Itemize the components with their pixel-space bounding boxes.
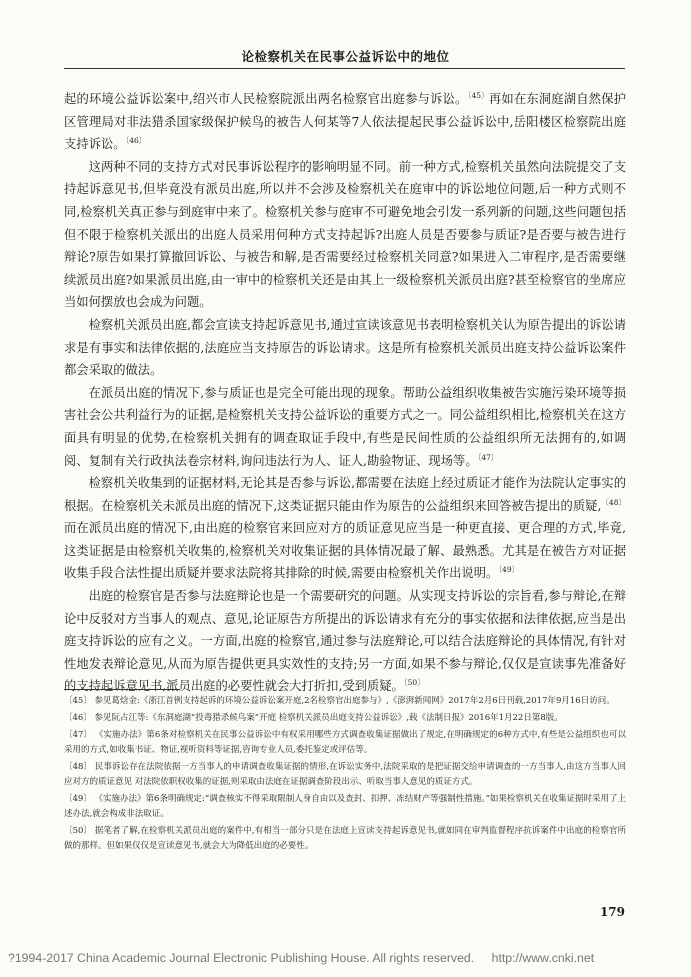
copyright-notice: ?1994-2017 China Academic Journal Electronic Publishing House. All rights reserved. — [8, 951, 475, 965]
body-paragraph — [64, 472, 626, 585]
footnote-item: 〔46〕 参见阮占江等:《东洞庭湖“投毒猎杀候鸟案”开庭 检察机关派员出庭支持公益诉讼》,载《法制日报》2016年1月22日第8版。 — [64, 713, 563, 723]
paragraph-text: 检察机关收集到的证据材料,无论其是否参与诉讼,都需要在法庭上经过质证才能作为法院认定事实的根据。在检察机关未派员出庭的情况下,这类证据只能由作为原告的公益组织来回答被告提出的质疑, — [64, 476, 626, 513]
footnote-reference[interactable]: 〔45〕 — [467, 91, 489, 100]
paragraph-text: 在派员出庭的情况下,参与质证也是完全可能出现的现象。帮助公益组织收集被告实施污染环境等损害社会公共利益行为的证据,是检察机关支持公益诉讼的重要方式之一。同公益组织相比,检察机关在这方面具有明显的优势,在检察机关拥有的调查取证手段中,有些是民间性质的公益组织所无法拥有的,如调阅、复制有关行政执法卷宗材料,询问违法行为人、证人,勘验物证、现场等。 — [64, 385, 626, 468]
paragraph-text: 起的环境公益诉讼案中,绍兴市人民检察院派出两名检察官出庭参与诉讼。 — [64, 92, 468, 106]
paragraph-text: 再如在东洞庭湖自然保护区管理局对非法猎杀国家级保护候鸟的被告人何某等7人依法提起民事公益诉讼中,岳阳楼区检察院出庭支持诉讼。 — [64, 92, 626, 152]
paragraph-text: 而在派员出庭的情况下,由出庭的检察官来回应对方的质证意见应当是一种更直接、更合理的方式,毕竟,这类证据是由检察机关收集的,检察机关对收集证据的具体情况最了解、最熟悉。尤其是在被告方对证据收集手段合法性提出质疑并要求法院将其排除的时候,需要由检察机关作出说明。 — [64, 521, 626, 581]
footnote-item: 〔50〕 据笔者了解,在检察机关派员出庭的案件中,有相当一部分只是在法庭上宣读支持起诉意见书,就如同在审判监督程序抗诉案件中出庭的检察官所做的那样。但如果仅仅是宣读意见书,就会大为降低出庭的必要性。 — [64, 826, 626, 851]
footnote-item: 〔49〕 《实施办法》第6条明确规定:“调查核实不得采取限制人身自由以及查封、扣押、冻结财产等强制性措施。”如果检察机关在收集证据时采用了上述办法,就会构成非法取证。 — [64, 794, 626, 819]
footnote-divider — [64, 689, 180, 690]
copyright-footer — [8, 951, 688, 965]
paragraph-text: 这两种不同的支持方式对民事诉讼程序的影响明显不同。前一种方式,检察机关虽然向法院提交了支持起诉意见书,但毕竟没有派员出庭,所以并不会涉及检察机关在庭审中的诉讼地位问题,后一种方式则不同,检察机关真正参与到庭审中来了。检察机关参与庭审不可避免地会引发一系列新的问题,这些问题包括但不限于检察机关派出的出庭人员采用何种方式支持起诉?出庭人员是否要参与质证?是否要与被告进行辩论?原告如果打算撤回诉讼、与被告和解,是否需要经过检察机关同意?如果进入二审程序,是否需要继续派员出庭?如果派员出庭,由一审中的检察机关还是由其上一级检察机关派员出庭?甚至检察官的坐席应当如何摆放也会成为问题。 — [64, 159, 626, 310]
paragraph-text: 出庭的检察官是否参与法庭辩论也是一个需要研究的问题。从实现支持诉讼的宗旨看,参与辩论,在辩论中反驳对方当事人的观点、意见,论证原告方所提出的诉讼请求有充分的事实依据和法律依据,应当是出庭支持诉讼的应有之义。一方面,出庭的检察官,通过参与法庭辩论,可以结合法庭辩论的具体情况,有针对性地发表辩论意见,从而为原告提供更具实效性的支持;另一方面,如果不参与辩论,仅仅是宣读事先准备好的支持起诉意见书,派员出庭的必要性就会大打折扣,受到质疑。 — [64, 589, 626, 694]
footnote-item: 〔45〕 参见葛焓金:《浙江首例支持起诉的环境公益诉讼案开庭,2名检察官出庭参与》,《澎湃新闻网》2017年2月6日刊载,2017年9月16日访问。 — [64, 696, 615, 706]
running-header-title: 论检察机关在民事公益诉讼中的地位 — [241, 49, 450, 64]
footnote-reference[interactable]: 〔50〕 — [403, 678, 425, 688]
paragraph-text: 检察机关派员出庭,都会宣读支持起诉意见书,通过宣读该意见书表明检察机关认为原告提出的诉讼请求是有事实和法律依据的,法庭应当支持原告的诉讼请求。这是所有检察机关派员出庭支持公益诉讼案件都会采取的做法。 — [64, 317, 626, 378]
footnote-reference[interactable]: 〔46〕 — [125, 136, 147, 146]
body-paragraph — [64, 585, 626, 698]
footnote-item: 〔48〕 民事诉讼存在法院依据一方当事人的申请调查收集证据的情形,在诉讼实务中,法院采取的是把证据交给申请调查的一方当事人,由这方当事人回应对方的质证意见 对法院依职权收集的证据,则采取由法庭在证据调查阶段出示、听取当事人意见的质证方式。 — [64, 762, 626, 787]
cnki-link[interactable]: http://www.cnki.net — [491, 951, 595, 965]
body-paragraph — [64, 156, 626, 314]
footnote-item: 〔47〕 《实施办法》第6条对检察机关在民事公益诉讼中有权采用哪些方式调查收集证据做出了规定,在明确规定的6种方式中,有些是公益组织也可以采用的方式,如收集书证、物证,视听资料等证据,咨询专业人员,委托鉴定或评估等。 — [64, 730, 626, 755]
footnote-reference[interactable]: 〔48〕 — [601, 497, 626, 507]
body-paragraph — [64, 382, 626, 472]
body-paragraph — [64, 314, 626, 382]
header-divider — [64, 68, 625, 69]
article-body — [64, 88, 626, 698]
page-number: 179 — [599, 905, 625, 919]
footnote-reference[interactable]: 〔47〕 — [477, 452, 499, 462]
footnote-reference[interactable]: 〔49〕 — [498, 565, 520, 575]
footnotes-section — [64, 694, 626, 856]
body-paragraph — [64, 88, 626, 156]
